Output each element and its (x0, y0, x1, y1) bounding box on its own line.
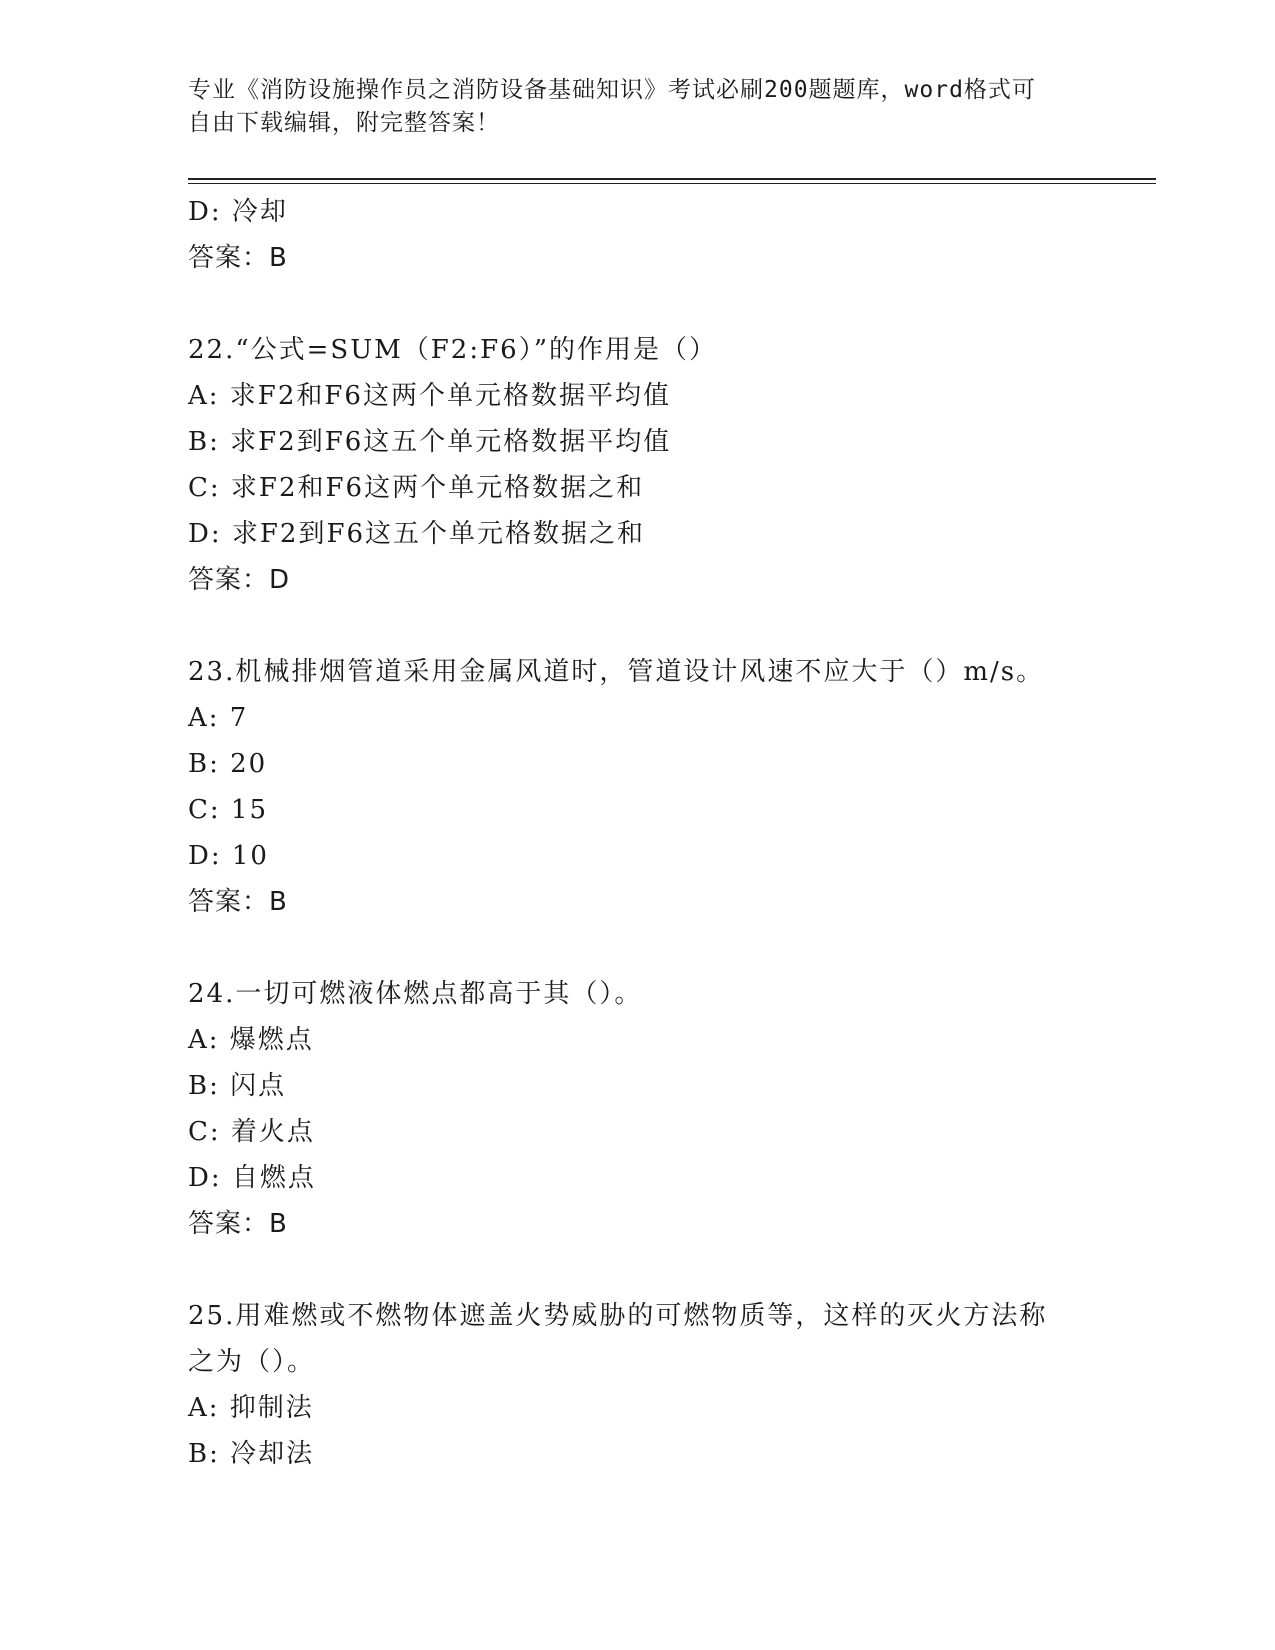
q25-option-a: A: 抑制法 (188, 1393, 314, 1423)
q23-option-a: A: 7 (188, 703, 249, 733)
q25-stem-line-1: 25.用难燃或不燃物体遮盖火势威胁的可燃物质等，这样的灭火方法称 (188, 1301, 1048, 1331)
spacer (188, 1247, 1148, 1293)
q23-answer: 答案：B (188, 887, 288, 917)
header-divider-thick (188, 178, 1156, 180)
q22-option-c: C: 求F2和F6这两个单元格数据之和 (188, 473, 645, 503)
q23-option-c: C: 15 (188, 795, 269, 825)
header-title-line-2: 自由下载编辑，附完整答案！ (188, 110, 500, 136)
q23-option-b: B: 20 (188, 749, 268, 779)
q21-answer: 答案：B (188, 243, 288, 273)
q21-option-d: D: 冷却 (188, 197, 288, 227)
q23-stem: 23.机械排烟管道采用金属风道时，管道设计风速不应大于（）m/s。 (188, 657, 1045, 687)
question-list (188, 189, 1148, 1477)
q22-option-d: D: 求F2到F6这五个单元格数据之和 (188, 519, 646, 549)
q24-option-c: C: 着火点 (188, 1117, 315, 1147)
header-divider-thin (188, 183, 1156, 184)
q22-option-a: A: 求F2和F6这两个单元格数据平均值 (188, 381, 671, 411)
spacer (188, 281, 1148, 327)
q22-option-b: B: 求F2到F6这五个单元格数据平均值 (188, 427, 672, 457)
header-title-line-1: 专业《消防设施操作员之消防设备基础知识》考试必刷200题题库，word格式可 (188, 77, 1036, 103)
q22-answer: 答案：D (188, 565, 291, 595)
q23-option-d: D: 10 (188, 841, 269, 871)
spacer (188, 603, 1148, 649)
q24-option-a: A: 爆燃点 (188, 1025, 314, 1055)
page-header (188, 74, 1078, 140)
q24-stem: 24.一切可燃液体燃点都高于其（）。 (188, 979, 643, 1009)
q25-stem-line-2: 之为（）。 (188, 1347, 316, 1377)
spacer (188, 925, 1148, 971)
q22-stem: 22.“公式=SUM（F2:F6）”的作用是（） (188, 335, 717, 365)
q24-answer: 答案：B (188, 1209, 288, 1239)
q24-option-d: D: 自燃点 (188, 1163, 316, 1193)
q25-option-b: B: 冷却法 (188, 1439, 315, 1469)
q24-option-b: B: 闪点 (188, 1071, 287, 1101)
